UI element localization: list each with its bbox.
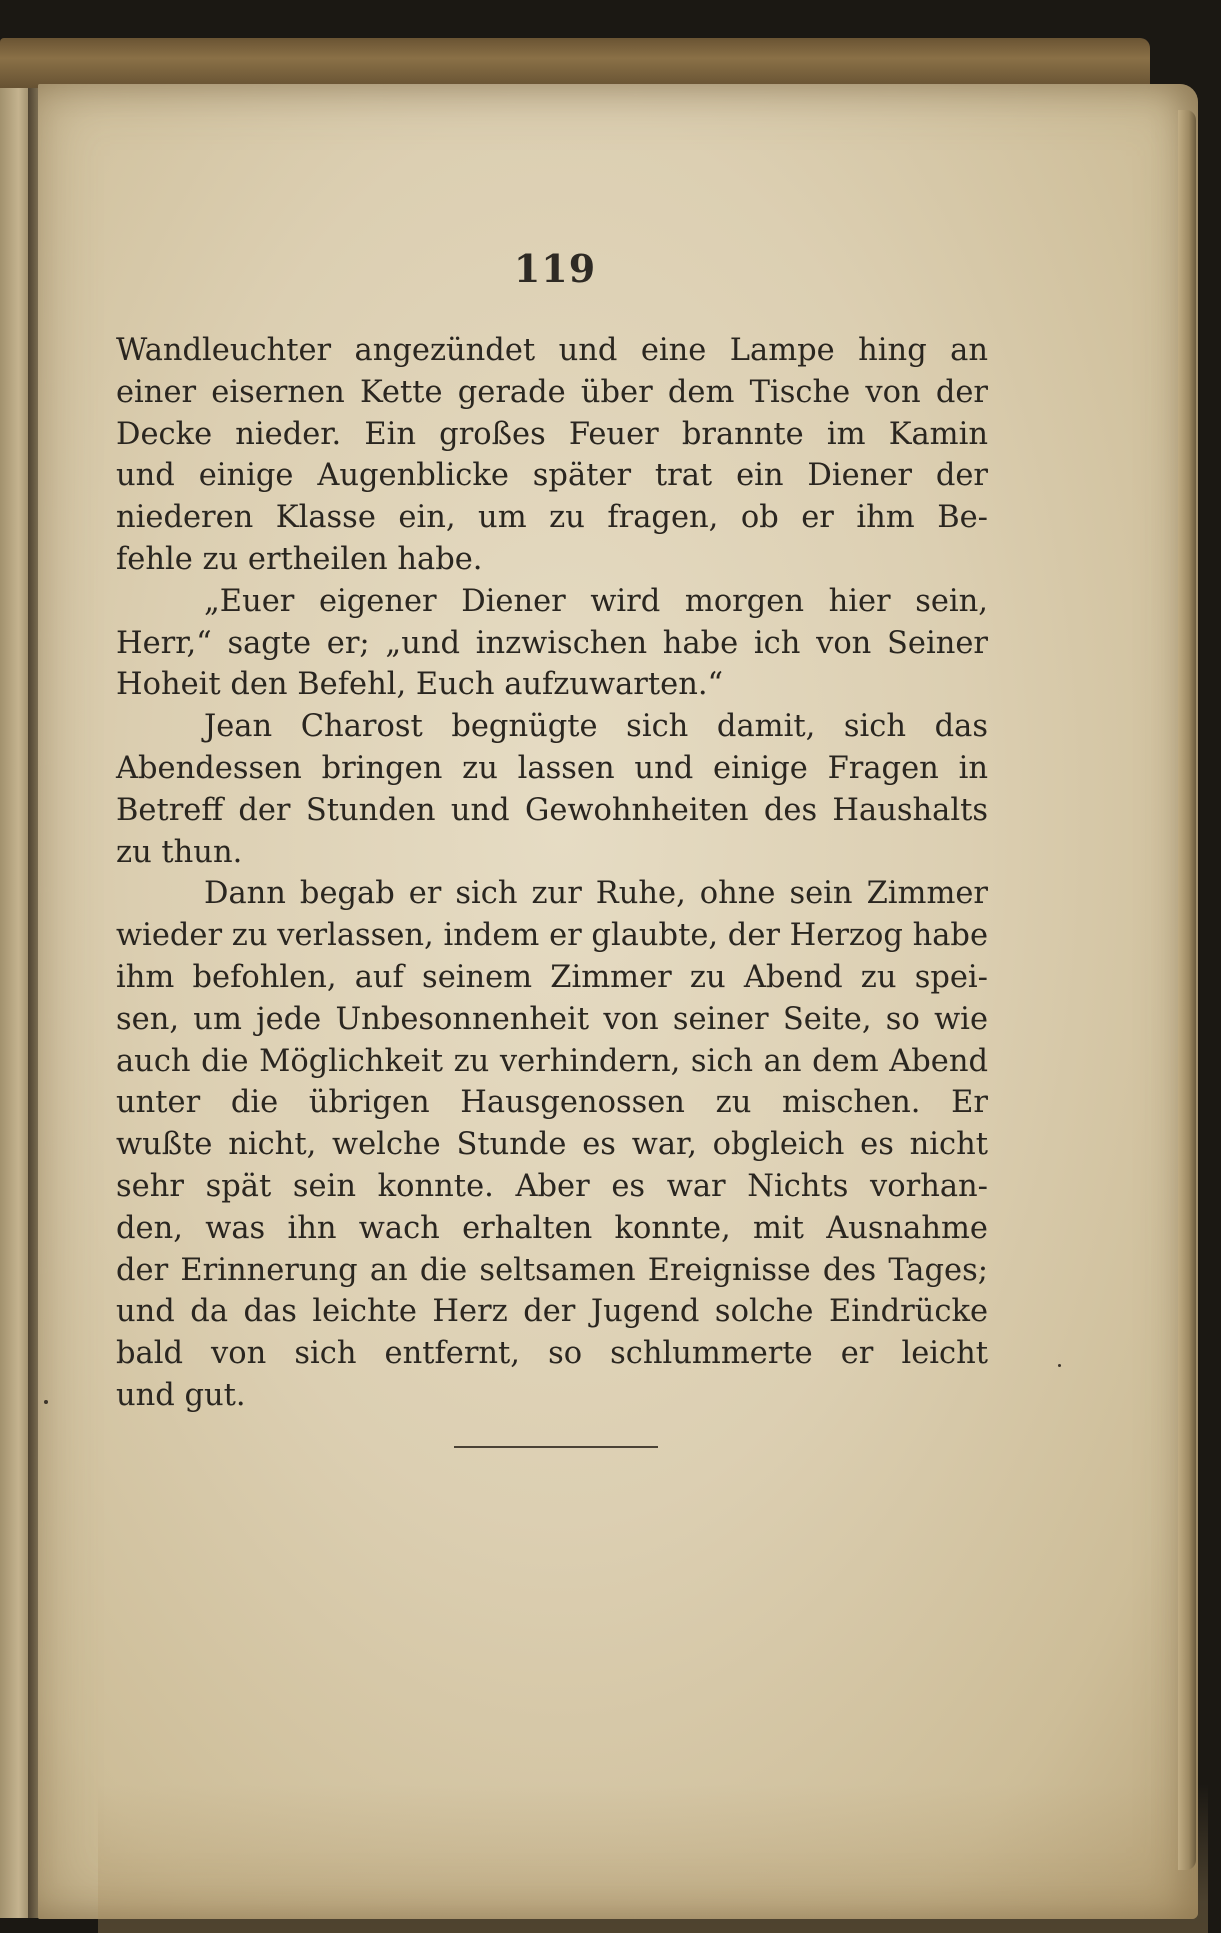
text-line: Abendessen bringen zu lassen und einige Fragen in bbox=[116, 750, 988, 786]
text-line: sehr spät sein konnte. Aber es war Nichts vorhan- bbox=[116, 1168, 988, 1204]
text-line: niederen Klasse ein, um zu fragen, ob er ihm Be- bbox=[116, 500, 988, 536]
text-line: zu thun. bbox=[116, 834, 243, 870]
text-line: den, was ihn wach erhalten konnte, mit Ausnahme bbox=[116, 1210, 988, 1246]
text-line: wieder zu verlassen, indem er glaubte, der Herzog habe bbox=[116, 918, 988, 954]
page-right-edge bbox=[1178, 110, 1196, 1870]
text-line: Jean Charost begnügte sich damit, sich das bbox=[204, 709, 988, 745]
text-line: Decke nieder. Ein großes Feuer brannte im Kamin bbox=[116, 416, 988, 452]
body-text bbox=[116, 330, 988, 1417]
text-line: Herr,“ sagte er; „und inzwischen habe ich von Seiner bbox=[116, 625, 988, 661]
text-line: fehle zu ertheilen habe. bbox=[116, 541, 483, 577]
text-line: Dann begab er sich zur Ruhe, ohne sein Zimmer bbox=[204, 876, 988, 912]
text-line: Hoheit den Befehl, Euch aufzuwarten.“ bbox=[116, 667, 724, 703]
text-line: Wandleuchter angezündet und eine Lampe hing an bbox=[116, 333, 988, 368]
text-line: wußte nicht, welche Stunde es war, obgleich es nicht bbox=[116, 1127, 988, 1163]
text-line: Betreff der Stunden und Gewohnheiten des Haushalts bbox=[116, 792, 988, 828]
section-end-rule bbox=[454, 1446, 658, 1448]
text-line: ihm befohlen, auf seinem Zimmer zu Abend zu spei- bbox=[116, 959, 988, 995]
text-line: „Euer eigener Diener wird morgen hier sein, bbox=[204, 583, 988, 619]
text-line: der Erinnerung an die seltsamen Ereignisse des Tages; bbox=[116, 1252, 988, 1288]
paper-speck bbox=[44, 1400, 48, 1404]
paper-speck bbox=[1058, 1364, 1061, 1367]
text-line: und da das leichte Herz der Jugend solche Eindrücke bbox=[116, 1294, 988, 1330]
page-number: 119 bbox=[513, 246, 597, 291]
text-line: und einige Augenblicke später trat ein Diener der bbox=[116, 458, 988, 494]
page-stain bbox=[98, 1784, 1208, 1933]
text-line: unter die übrigen Hausgenossen zu mischen. Er bbox=[116, 1085, 988, 1121]
text-line: einer eisernen Kette gerade über dem Tische von der bbox=[116, 374, 988, 410]
text-line: sen, um jede Unbesonnenheit von seiner Seite, so wie bbox=[116, 1001, 988, 1037]
text-line: auch die Möglichkeit zu verhindern, sich an dem Abend bbox=[116, 1043, 988, 1079]
text-line: und gut. bbox=[116, 1377, 246, 1413]
text-line: bald von sich entfernt, so schlummerte er leicht bbox=[116, 1336, 988, 1372]
